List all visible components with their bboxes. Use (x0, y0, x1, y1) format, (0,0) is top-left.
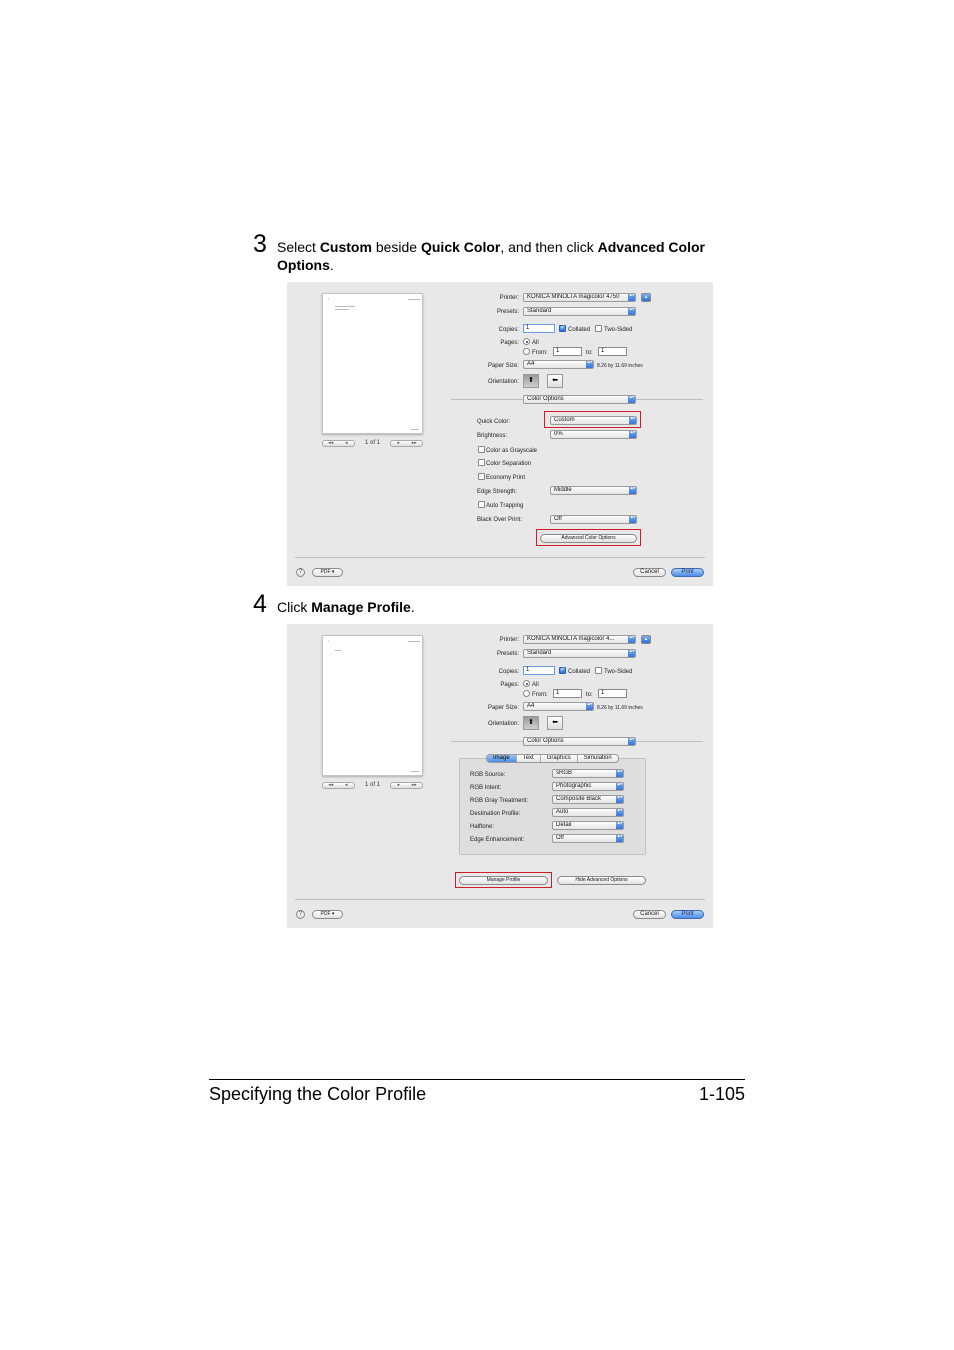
paper-size-value: A4 (527, 361, 535, 367)
orientation-label: Orientation: (487, 721, 519, 727)
step-3-instruction (277, 238, 727, 274)
preview-line (408, 299, 420, 300)
disclosure-triangle-icon[interactable]: ▴ (641, 293, 651, 302)
collated-checkbox[interactable]: ✓ (560, 667, 566, 673)
two-sided-label: Two-Sided (604, 669, 633, 675)
popup-arrows-icon: ▴▾ (616, 808, 624, 817)
print-dialog-1 (287, 282, 713, 586)
auto-trapping-label: Auto Trapping (486, 503, 524, 509)
from-field[interactable]: 1 (553, 689, 582, 698)
cancel-button[interactable]: Cancel (633, 568, 666, 577)
brightness-label: Brightness: (477, 433, 508, 439)
pdf-button[interactable]: PDF ▾ (312, 910, 343, 919)
popup-arrows-icon: ▴▾ (616, 821, 624, 830)
portrait-orientation-icon[interactable]: ⬆ (523, 374, 539, 388)
step-4-manage-profile: Manage Profile (311, 599, 411, 615)
step-4-text: Click (277, 599, 312, 615)
preview-line: ▪ (328, 297, 330, 301)
presets-popup[interactable] (523, 649, 636, 658)
popup-arrows-icon: ▴▾ (586, 360, 594, 369)
presets-value: Standard (527, 650, 552, 656)
copies-field[interactable]: 1 (523, 666, 555, 675)
panel-value: Color Options (527, 396, 564, 402)
popup-arrows-icon: ▴▾ (586, 702, 594, 711)
copies-field[interactable]: 1 (523, 324, 555, 333)
rgb-intent-label: RGB Intent: (470, 785, 502, 791)
quick-color-label: Quick Color: (477, 419, 511, 425)
economy-label: Economy Print (486, 475, 526, 481)
tab-graphics[interactable]: Graphics (540, 755, 577, 762)
paper-size-value: A4 (527, 703, 535, 709)
paper-size-label: Paper Size: (487, 363, 519, 369)
preview-line (335, 650, 341, 651)
pages-from-radio[interactable] (523, 348, 530, 355)
to-label: to: (586, 692, 593, 698)
step-3-custom: Custom (319, 239, 372, 255)
step-3-text: Select (277, 239, 320, 255)
portrait-orientation-icon[interactable]: ⬆ (523, 716, 539, 730)
popup-arrows-icon: ▴▾ (616, 834, 624, 843)
printer-label: Printer: (499, 295, 519, 301)
landscape-orientation-icon[interactable]: ⬅ (547, 716, 563, 730)
popup-arrows-icon: ▴▾ (629, 430, 637, 439)
paper-size-popup[interactable] (523, 702, 594, 711)
manage-profile-button[interactable]: Manage Profile (459, 876, 548, 885)
halftone-popup[interactable] (552, 821, 624, 830)
printer-popup[interactable] (523, 635, 636, 644)
paper-size-popup[interactable] (523, 360, 594, 369)
page-preview (322, 635, 423, 776)
last-page-icon[interactable]: ▸▸ (411, 440, 417, 446)
pdf-button[interactable]: PDF ▾ (312, 568, 343, 577)
popup-arrows-icon: ▴▾ (628, 307, 636, 316)
hide-advanced-options-button[interactable]: Hide Advanced Options (557, 876, 646, 885)
landscape-orientation-icon[interactable]: ⬅ (547, 374, 563, 388)
rgb-intent-popup[interactable] (552, 782, 624, 791)
print-button[interactable]: Print (671, 568, 704, 577)
rgb-source-popup[interactable] (552, 769, 624, 778)
black-over-print-popup[interactable] (550, 515, 637, 524)
footer-rule (209, 1079, 745, 1080)
halftone-value: Detail (556, 822, 572, 828)
black-over-print-label: Black Over Print: (477, 517, 523, 523)
two-sided-checkbox[interactable] (595, 325, 602, 332)
preview-line: ▪ (328, 639, 330, 643)
auto-trapping-checkbox[interactable] (478, 501, 485, 508)
edge-enhancement-label: Edge Enhancement: (470, 837, 525, 843)
pages-from-radio[interactable] (523, 690, 530, 697)
highlight-box (455, 872, 552, 888)
tab-simulation[interactable]: Simulation (577, 755, 618, 762)
prev-page-icon[interactable]: ◂ (344, 440, 348, 446)
grayscale-checkbox[interactable] (478, 446, 485, 453)
popup-arrows-icon: ▴▾ (616, 782, 624, 791)
popup-arrows-icon: ▴▾ (628, 737, 636, 746)
popup-arrows-icon: ▴▾ (629, 486, 637, 495)
tab-text[interactable]: Text (516, 755, 540, 762)
step-3-text: beside (371, 239, 421, 255)
to-field[interactable]: 1 (598, 689, 627, 698)
edge-strength-popup[interactable] (550, 486, 637, 495)
popup-arrows-icon: ▴▾ (628, 649, 636, 658)
destination-profile-popup[interactable] (552, 808, 624, 817)
step-3-text: , and then click (500, 239, 598, 255)
pages-label: Pages: (500, 682, 519, 688)
tab-image[interactable]: Image (487, 755, 516, 762)
presets-value: Standard (527, 308, 552, 314)
brightness-popup[interactable] (550, 430, 637, 439)
separation-label: Color Separation (486, 461, 532, 467)
first-page-icon[interactable]: ◂◂ (328, 440, 334, 446)
rgb-gray-treatment-label: RGB Gray Treatment: (470, 798, 529, 804)
preview-line (411, 429, 419, 430)
prev-page-icon[interactable]: ◂ (344, 782, 348, 788)
panel-value: Color Options (527, 738, 564, 744)
quick-color-value: Custom (554, 417, 575, 423)
divider (295, 557, 705, 558)
popup-arrows-icon: ▴▾ (616, 769, 624, 778)
paper-size-label: Paper Size: (487, 705, 519, 711)
orientation-label: Orientation: (487, 379, 519, 385)
from-label: From: (532, 692, 548, 698)
paper-dimensions: 8.26 by 11.69 inches (597, 363, 643, 369)
advanced-color-options-button[interactable]: Advanced Color Options (540, 534, 637, 543)
preview-line (335, 309, 349, 310)
next-page-icon[interactable]: ▸ (397, 440, 400, 446)
panel-popup[interactable] (523, 395, 636, 404)
collated-label: Collated (568, 327, 591, 333)
pages-all-label: All (532, 682, 539, 688)
step-4-text: . (410, 599, 415, 615)
edge-strength-label: Edge Strength: (477, 489, 518, 495)
popup-arrows-icon: ▴▾ (629, 515, 637, 524)
pages-all-radio[interactable] (523, 338, 530, 345)
step-3-quick-color: Quick Color (420, 239, 501, 255)
first-prev-page-buttons[interactable] (322, 440, 355, 447)
edge-strength-value: Middle (554, 487, 572, 493)
step-3-advanced-color-options: Advanced Color Options (277, 239, 705, 273)
destination-profile-value: Auto (556, 809, 569, 815)
printer-value: KONICA MINOLTA magicolor 4... (527, 636, 615, 642)
separation-checkbox[interactable] (478, 459, 485, 466)
brightness-value: 0% (554, 431, 563, 437)
page-number: 1-105 (698, 1084, 745, 1104)
last-page-icon[interactable]: ▸▸ (411, 782, 417, 788)
copies-label: Copies: (498, 327, 519, 333)
economy-checkbox[interactable] (478, 473, 485, 480)
halftone-label: Halftone: (470, 824, 495, 830)
edge-enhancement-popup[interactable] (552, 834, 624, 843)
rgb-intent-value: Photographic (556, 783, 592, 789)
pages-label: Pages: (500, 340, 519, 346)
rgb-gray-treatment-popup[interactable] (552, 795, 624, 804)
page-preview (322, 293, 423, 434)
grayscale-label: Color as Grayscale (486, 448, 538, 454)
copies-label: Copies: (498, 669, 519, 675)
presets-popup[interactable] (523, 307, 636, 316)
rgb-gray-treatment-value: Composite Black (556, 796, 602, 802)
popup-arrows-icon: ▴▾ (628, 395, 636, 404)
to-label: to: (586, 350, 593, 356)
printer-popup[interactable] (523, 293, 636, 302)
pages-all-radio[interactable] (523, 680, 530, 687)
collated-label: Collated (568, 669, 591, 675)
preview-line (411, 771, 419, 772)
printer-value: KONICA MINOLTA magicolor 4750 (527, 294, 620, 300)
help-icon[interactable]: ? (296, 910, 305, 919)
popup-arrows-icon: ▴▾ (629, 416, 637, 425)
page-count: 1 of 1 (365, 440, 381, 446)
edge-enhancement-value: Off (556, 835, 564, 841)
next-last-page-buttons[interactable] (390, 440, 423, 447)
destination-profile-label: Destination Profile: (470, 811, 521, 817)
divider (295, 899, 705, 900)
black-over-print-value: Off (554, 516, 562, 522)
step-4-number: 4 (253, 590, 267, 618)
preview-line (335, 306, 355, 307)
presets-label: Presets: (496, 309, 519, 315)
first-page-icon[interactable]: ◂◂ (328, 782, 334, 788)
presets-label: Presets: (496, 651, 519, 657)
highlight-box (536, 529, 641, 546)
rgb-source-value: sRGB (556, 770, 573, 776)
first-prev-page-buttons[interactable] (322, 782, 355, 789)
to-field[interactable]: 1 (598, 347, 627, 356)
next-page-icon[interactable]: ▸ (397, 782, 400, 788)
pages-all-label: All (532, 340, 539, 346)
rgb-source-label: RGB Source: (470, 772, 506, 778)
popup-arrows-icon: ▴▾ (616, 795, 624, 804)
paper-dimensions: 8.26 by 11.69 inches (597, 705, 643, 711)
cancel-button[interactable]: Cancel (633, 910, 666, 919)
next-last-page-buttons[interactable] (390, 782, 423, 789)
step-4-instruction (277, 598, 727, 616)
popup-arrows-icon: ▴▾ (628, 293, 636, 302)
two-sided-checkbox[interactable] (595, 667, 602, 674)
from-field[interactable]: 1 (553, 347, 582, 356)
step-3-text: . (329, 257, 334, 273)
popup-arrows-icon: ▴▾ (628, 635, 636, 644)
from-label: From: (532, 350, 548, 356)
step-3-number: 3 (253, 230, 267, 258)
preview-line (408, 641, 420, 642)
print-button[interactable]: Print (671, 910, 704, 919)
disclosure-triangle-icon[interactable]: ▴ (641, 635, 651, 644)
print-dialog-2 (287, 624, 713, 928)
panel-popup[interactable] (523, 737, 636, 746)
highlight-box (544, 411, 641, 428)
two-sided-label: Two-Sided (604, 327, 633, 333)
footer-title: Specifying the Color Profile (209, 1084, 427, 1104)
page-count: 1 of 1 (365, 782, 381, 788)
printer-label: Printer: (499, 637, 519, 643)
help-icon[interactable]: ? (296, 568, 305, 577)
collated-checkbox[interactable]: ✓ (560, 325, 566, 331)
advanced-tabs (486, 754, 619, 763)
